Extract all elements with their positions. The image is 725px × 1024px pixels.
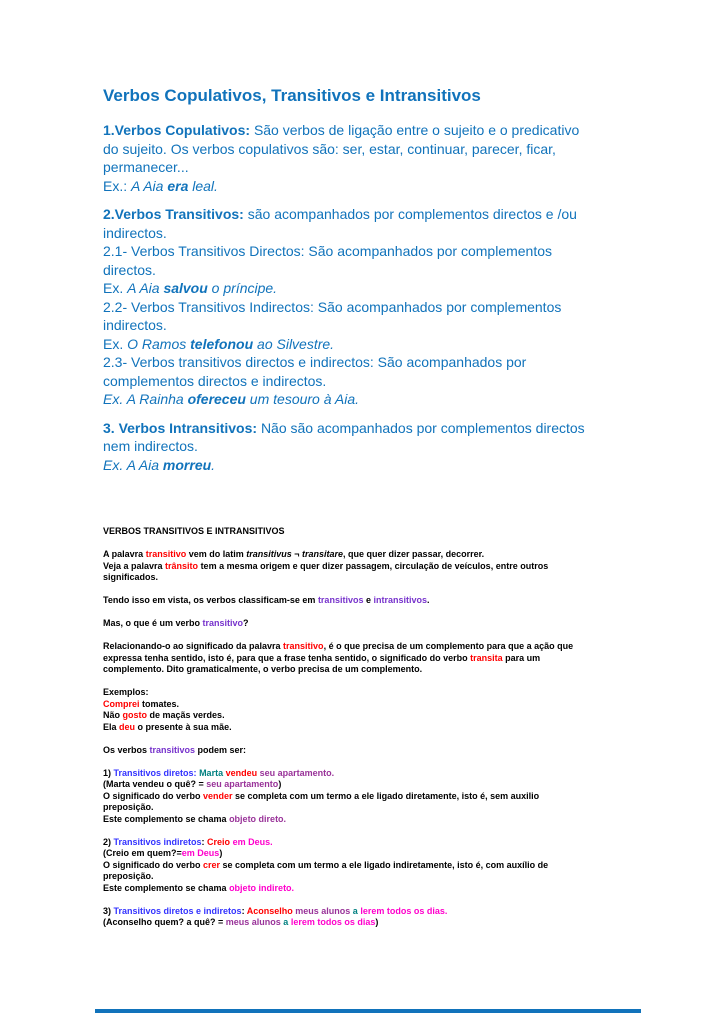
text-run: telefonou: [190, 335, 254, 352]
text-run: 3): [103, 905, 114, 916]
text-run: Ela: [103, 721, 120, 732]
text-run: salvou: [163, 280, 208, 296]
text-line: [103, 121, 725, 140]
text-run: se completa com um termo a ele ligado diretamente, isto é, sem auxilio: [232, 790, 540, 801]
text-run: Não são acompanhados por complementos directos: [260, 419, 585, 436]
text-run: O Ramos: [127, 335, 191, 352]
text-run: .: [211, 456, 216, 473]
text-run: (Marta vendeu o quê? =: [103, 779, 207, 789]
text-line: [103, 653, 725, 665]
text-line: [103, 595, 725, 607]
text-run: de maçãs verdes.: [147, 710, 225, 720]
text-run: vender: [203, 790, 233, 801]
page-title: Verbos Copulativos, Transitivos e Intransitivos: [103, 86, 481, 105]
text-run: indirectos.: [103, 224, 167, 241]
text-run: Aconselho: [246, 905, 293, 916]
text-line: [103, 860, 725, 872]
paragraph: [103, 837, 725, 895]
text-run: ): [278, 779, 282, 789]
text-run: O significado do verbo: [103, 859, 204, 870]
text-run: preposição.: [103, 802, 154, 812]
text-line: [103, 335, 725, 354]
text-run: objeto indireto.: [229, 882, 295, 893]
text-run: para um: [502, 652, 541, 663]
text-run: , que quer dizer passar, decorrer.: [343, 549, 485, 559]
text-run: tomates.: [139, 698, 180, 709]
text-run: (Creio em quem?=: [103, 848, 182, 858]
text-run: lerem todos os dias: [290, 917, 376, 927]
text-run: do sujeito. Os verbos copulativos são: ser, estar, continuar, parecer, ficar,: [103, 140, 556, 157]
text-run: em Deus.: [232, 836, 273, 847]
text-line: [103, 710, 725, 722]
text-run: podem ser:: [195, 744, 247, 755]
text-run: Este complemento se chama: [103, 882, 230, 893]
intro-paragraphs: [103, 121, 725, 474]
text-line: [103, 814, 725, 826]
text-run: :: [241, 905, 247, 916]
text-line: [103, 641, 725, 653]
paragraph: [103, 745, 725, 757]
text-run: 3. Verbos Intransitivos:: [103, 419, 261, 436]
intro-section: [103, 84, 725, 474]
text-run: ): [219, 848, 223, 858]
text-run: deu: [119, 721, 136, 732]
text-line: [103, 390, 725, 409]
text-run: Relacionando-o ao significado da palavra: [103, 641, 284, 651]
text-run: Transitivos diretos:: [113, 767, 197, 778]
text-line: [103, 456, 725, 475]
text-run: transitivo: [145, 549, 187, 559]
text-run: Veja a palavra: [103, 560, 166, 571]
text-run: .: [426, 595, 430, 605]
text-run: O significado do verbo: [103, 790, 204, 801]
text-line: [103, 298, 725, 317]
paragraph: [103, 687, 725, 733]
text-run: indirectos.: [103, 317, 167, 333]
paragraph: [103, 121, 725, 195]
text-run: seu apartamento.: [259, 767, 335, 778]
text-line: [103, 437, 725, 456]
text-line: [103, 871, 725, 883]
text-run: transitivus ¬ transitare: [246, 549, 344, 559]
text-run: transitivos: [317, 595, 364, 605]
text-run: tem a mesma origem e quer dizer passagem, circulação de veículos, entre outros: [198, 560, 549, 571]
text-line: [103, 242, 725, 261]
text-run: a: [283, 917, 289, 927]
text-run: Ex.: [103, 280, 128, 296]
text-run: e: [363, 595, 374, 605]
text-line: [103, 353, 725, 372]
text-run: :: [201, 836, 208, 847]
text-run: 2.3- Verbos transitivos directos e indirectos: São acompanhados por: [103, 354, 527, 370]
text-run: Ex.: [103, 335, 128, 352]
text-run: expressa tenha sentido, isto é, para que a frase tenha sentido, o significado do verbo: [103, 652, 471, 663]
text-run: era: [167, 177, 189, 194]
text-run: Transitivos indiretos: [113, 836, 202, 847]
text-run: transita: [470, 652, 503, 663]
text-line: [103, 722, 725, 734]
text-line: [103, 279, 725, 298]
text-run: permanecer...: [103, 159, 189, 175]
text-line: [103, 316, 725, 335]
paragraph: [103, 618, 725, 630]
text-run: morreu: [162, 456, 212, 473]
text-run: Este complemento se chama: [103, 813, 230, 824]
text-run: 2.2- Verbos Transitivos Indirectos: São acompanhados por complementos: [103, 298, 562, 315]
text-run: VERBOS TRANSITIVOS E INTRANSITIVOS: [103, 526, 285, 536]
text-run: Não: [103, 710, 123, 720]
text-run: o príncipe.: [207, 280, 278, 296]
text-line: [103, 572, 725, 584]
text-run: 2.1- Verbos Transitivos Directos: São acompanhados por complementos: [103, 243, 553, 259]
paragraph: [103, 768, 725, 826]
text-line: [103, 664, 725, 676]
text-run: Ex. A Aia: [103, 456, 163, 473]
text-run: crer: [203, 859, 221, 870]
text-line: [103, 917, 725, 929]
text-run: seu apartamento: [206, 779, 279, 789]
article-section: [103, 526, 725, 929]
text-run: vem do latim: [186, 549, 247, 559]
text-run: Mas, o que é um verbo: [103, 618, 203, 628]
text-run: preposição.: [103, 871, 154, 881]
text-run: A Aia: [127, 280, 164, 296]
text-line: [103, 526, 725, 538]
text-line: [103, 224, 725, 243]
paragraph: [103, 419, 725, 475]
text-run: ao Silvestre.: [253, 335, 335, 352]
text-run: a: [352, 905, 358, 916]
text-line: [103, 205, 725, 224]
text-run: meus alunos: [295, 905, 351, 916]
text-run: significados.: [103, 572, 159, 582]
text-run: ofereceu: [187, 391, 246, 407]
text-run: transitivo: [202, 618, 244, 628]
text-run: 1.Verbos Copulativos:: [103, 122, 254, 138]
text-run: complementos directos e indirectos.: [103, 372, 327, 389]
text-run: complemento. Dito gramaticalmente, o verbo precisa de um complemento.: [103, 664, 423, 674]
text-line: [103, 848, 725, 860]
paragraph: [103, 549, 725, 584]
text-line: [103, 177, 725, 196]
text-run: nem indirectos.: [103, 438, 198, 454]
footer-divider: [95, 1009, 641, 1013]
text-run: ?: [243, 618, 249, 628]
text-line: [103, 158, 725, 177]
text-run: Ex.:: [103, 177, 132, 194]
text-line: [103, 618, 725, 630]
article-paragraphs: [103, 526, 725, 929]
text-run: gosto: [122, 710, 148, 720]
text-line: [103, 372, 725, 391]
text-run: 1): [103, 767, 114, 778]
text-run: são acompanhados por complementos directos e /ou: [247, 206, 577, 222]
text-run: Exemplos:: [103, 687, 149, 697]
paragraph: [103, 906, 725, 929]
text-run: meus alunos: [225, 917, 281, 927]
text-line: [103, 791, 725, 803]
text-run: (Aconselho quem? a quê? =: [103, 917, 226, 927]
paragraph: [103, 641, 725, 676]
text-line: [103, 768, 725, 780]
text-run: leal.: [188, 177, 218, 194]
text-line: [103, 906, 725, 918]
text-run: Marta: [199, 767, 224, 778]
text-line: [103, 699, 725, 711]
text-run: o presente à sua mãe.: [135, 721, 232, 732]
text-run: directos.: [103, 261, 156, 278]
text-line: [103, 140, 725, 159]
text-run: Comprei: [103, 698, 140, 709]
text-run: São verbos de ligação entre o sujeito e o predicativo: [253, 122, 580, 138]
text-run: um tesouro à Aia.: [245, 391, 360, 407]
text-run: Creio: [207, 836, 231, 847]
text-run: Tendo isso em vista, os verbos classificam-se em: [103, 595, 318, 605]
text-run: 2): [103, 836, 114, 847]
text-run: trânsito: [165, 560, 199, 571]
text-line: [103, 687, 725, 699]
text-run: , é o que precisa de um complemento para que a ação que: [323, 641, 574, 651]
text-run: ): [375, 917, 379, 927]
paragraph: [103, 595, 725, 607]
text-run: transitivo: [283, 641, 324, 651]
text-line: [103, 883, 725, 895]
text-run: A Aia: [131, 177, 168, 194]
text-line: [103, 419, 725, 438]
text-run: Ex. A Rainha: [103, 391, 188, 407]
text-line: [103, 745, 725, 757]
text-line: [103, 561, 725, 573]
text-run: A palavra: [103, 549, 146, 559]
text-run: se completa com um termo a ele ligado indiretamente, isto é, com auxílio de: [220, 859, 549, 870]
text-run: vendeu: [225, 767, 258, 778]
text-line: [103, 837, 725, 849]
text-run: lerem todos os dias.: [360, 905, 448, 916]
text-run: Os verbos: [103, 744, 150, 755]
text-line: [103, 261, 725, 280]
text-line: [103, 549, 725, 561]
text-run: intransitivos: [373, 595, 427, 605]
text-line: [103, 779, 725, 791]
text-run: Transitivos diretos e indiretos: [113, 905, 242, 916]
paragraph: [103, 526, 725, 538]
text-line: [103, 802, 725, 814]
paragraph: [103, 205, 725, 409]
text-run: objeto direto.: [229, 813, 287, 824]
text-run: em Deus: [181, 848, 220, 858]
text-run: 2.Verbos Transitivos:: [103, 206, 248, 222]
text-run: transitivos: [149, 744, 196, 755]
